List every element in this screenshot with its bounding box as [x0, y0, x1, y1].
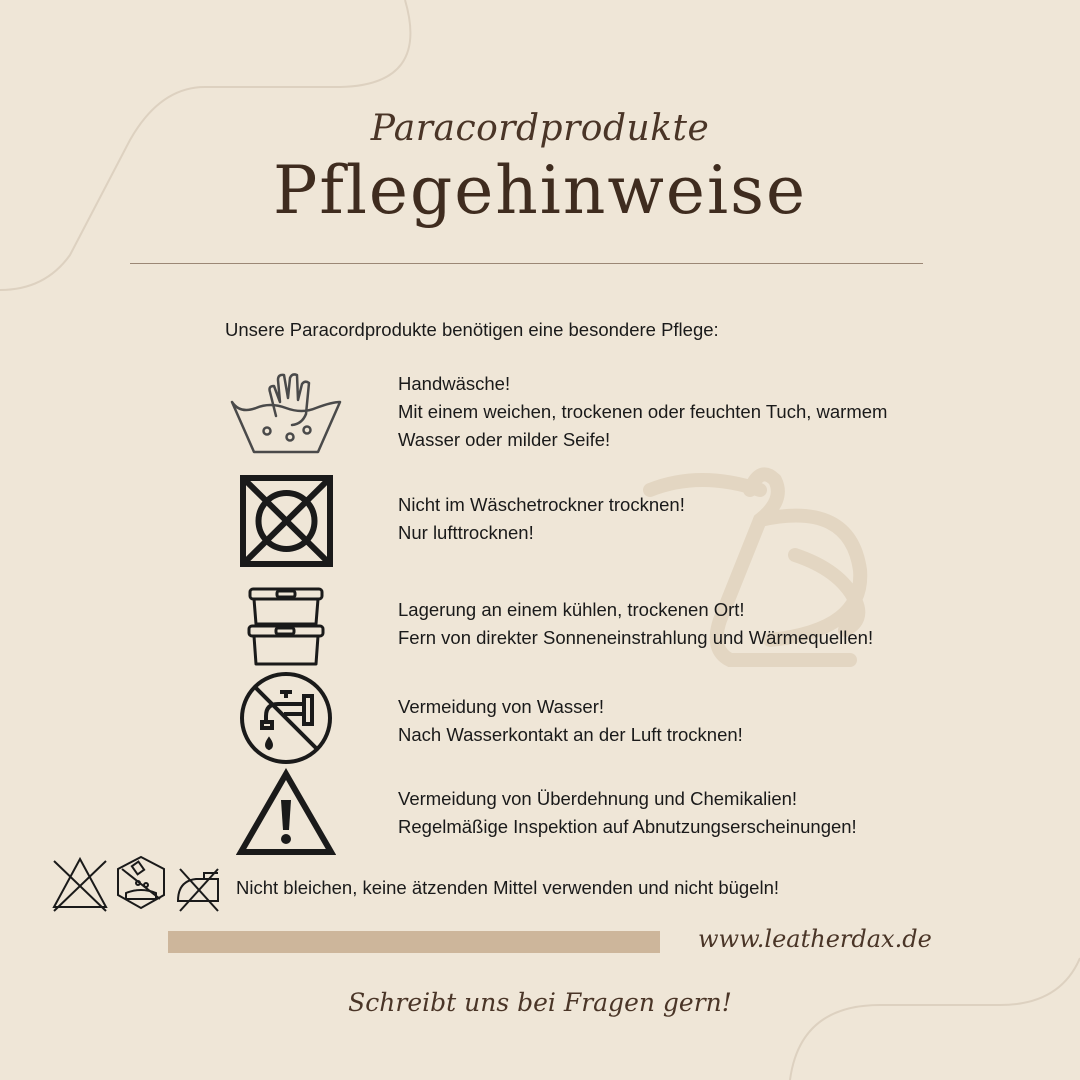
- care-item-line: Nicht im Wäschetrockner trocknen!: [398, 494, 685, 515]
- no-chemicals-icon: [118, 857, 164, 908]
- care-item-storage: [398, 596, 873, 652]
- warning-icon: [236, 768, 336, 858]
- care-item-line: Nur lufttrocknen!: [398, 522, 534, 543]
- no-tumble-dry-icon: [240, 475, 333, 567]
- care-item-line: Nach Wasserkontakt an der Luft trocknen!: [398, 724, 743, 745]
- care-item-line: Vermeidung von Überdehnung und Chemikalien!: [398, 788, 798, 809]
- care-item-line: Handwäsche!: [398, 373, 511, 394]
- care-item-hand-wash: [398, 370, 887, 454]
- care-item-no-water: [398, 693, 743, 749]
- care-item-line: Vermeidung von Wasser!: [398, 696, 604, 717]
- care-item-no-tumble-dry: [398, 491, 685, 547]
- care-item-line: Wasser oder milder Seife!: [398, 429, 611, 450]
- no-iron-icon: [178, 869, 218, 911]
- page-subtitle: Paracordprodukte: [370, 108, 710, 149]
- website-link[interactable]: www.leatherdax.de: [698, 925, 932, 953]
- bottom-icons-group: [50, 855, 230, 915]
- no-water-icon: [238, 670, 334, 766]
- care-item-line: Lagerung an einem kühlen, trockenen Ort!: [398, 599, 745, 620]
- storage-containers-icon: [246, 586, 326, 668]
- no-bleach-icon: [54, 859, 106, 911]
- title-divider: [130, 263, 923, 264]
- accent-bar: [168, 931, 660, 953]
- care-item-line: Mit einem weichen, trockenen oder feuchten Tuch, warmem: [398, 401, 888, 422]
- page-title: Pflegehinweise: [272, 152, 808, 229]
- bottom-note-text: Nicht bleichen, keine ätzenden Mittel verwenden und nicht bügeln!: [236, 877, 780, 898]
- hand-wash-icon: [228, 370, 344, 456]
- care-item-warning: [398, 785, 857, 841]
- intro-text: Unsere Paracordprodukte benötigen eine besondere Pflege:: [225, 319, 719, 340]
- care-item-line: Regelmäßige Inspektion auf Abnutzungserscheinungen!: [398, 816, 857, 837]
- footer-text: Schreibt uns bei Fragen gern!: [348, 988, 732, 1017]
- care-item-line: Fern von direkter Sonneneinstrahlung und Wärmequellen!: [398, 627, 874, 648]
